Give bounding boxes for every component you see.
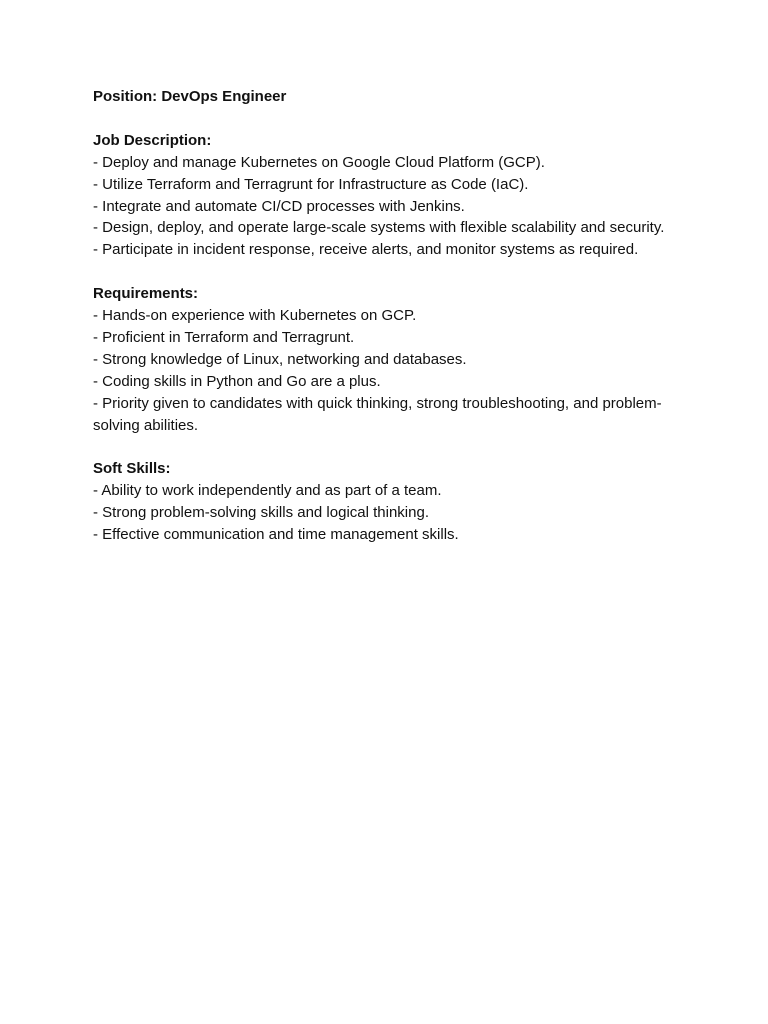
document-page bbox=[93, 86, 683, 546]
spacer bbox=[93, 436, 683, 458]
requirements-list bbox=[93, 305, 683, 436]
requirements-section bbox=[93, 283, 683, 436]
list-item: - Utilize Terraform and Terragrunt for Infrastructure as Code (IaC). bbox=[93, 175, 529, 193]
list-item: - Ability to work independently and as part of a team. bbox=[93, 482, 442, 500]
soft-skills-list bbox=[93, 480, 683, 546]
list-item: - Participate in incident response, receive alerts, and monitor systems as required. bbox=[93, 241, 639, 259]
list-item: - Hands-on experience with Kubernetes on GCP. bbox=[93, 307, 417, 325]
list-item: - Strong knowledge of Linux, networking and databases. bbox=[93, 350, 467, 368]
requirements-heading: Requirements: bbox=[93, 285, 199, 303]
job-description-section bbox=[93, 130, 683, 261]
list-item: - Design, deploy, and operate large-scale systems with flexible scalability and security. bbox=[93, 219, 665, 237]
list-item: - Strong problem-solving skills and logical thinking. bbox=[93, 504, 429, 522]
list-item: - Priority given to candidates with quick thinking, strong troubleshooting, and problem-solving abilities. bbox=[93, 394, 662, 434]
list-item: - Proficient in Terraform and Terragrunt. bbox=[93, 328, 355, 346]
list-item: - Coding skills in Python and Go are a plus. bbox=[93, 372, 381, 390]
soft-skills-section bbox=[93, 458, 683, 546]
position-title: Position: DevOps Engineer bbox=[93, 88, 287, 105]
spacer bbox=[93, 261, 683, 283]
job-description-heading: Job Description: bbox=[93, 131, 212, 149]
spacer bbox=[93, 108, 683, 130]
list-item: - Effective communication and time management skills. bbox=[93, 526, 459, 544]
job-description-list bbox=[93, 152, 683, 262]
list-item: - Integrate and automate CI/CD processes with Jenkins. bbox=[93, 197, 465, 215]
list-item: - Deploy and manage Kubernetes on Google Cloud Platform (GCP). bbox=[93, 153, 545, 171]
soft-skills-heading: Soft Skills: bbox=[93, 460, 171, 478]
